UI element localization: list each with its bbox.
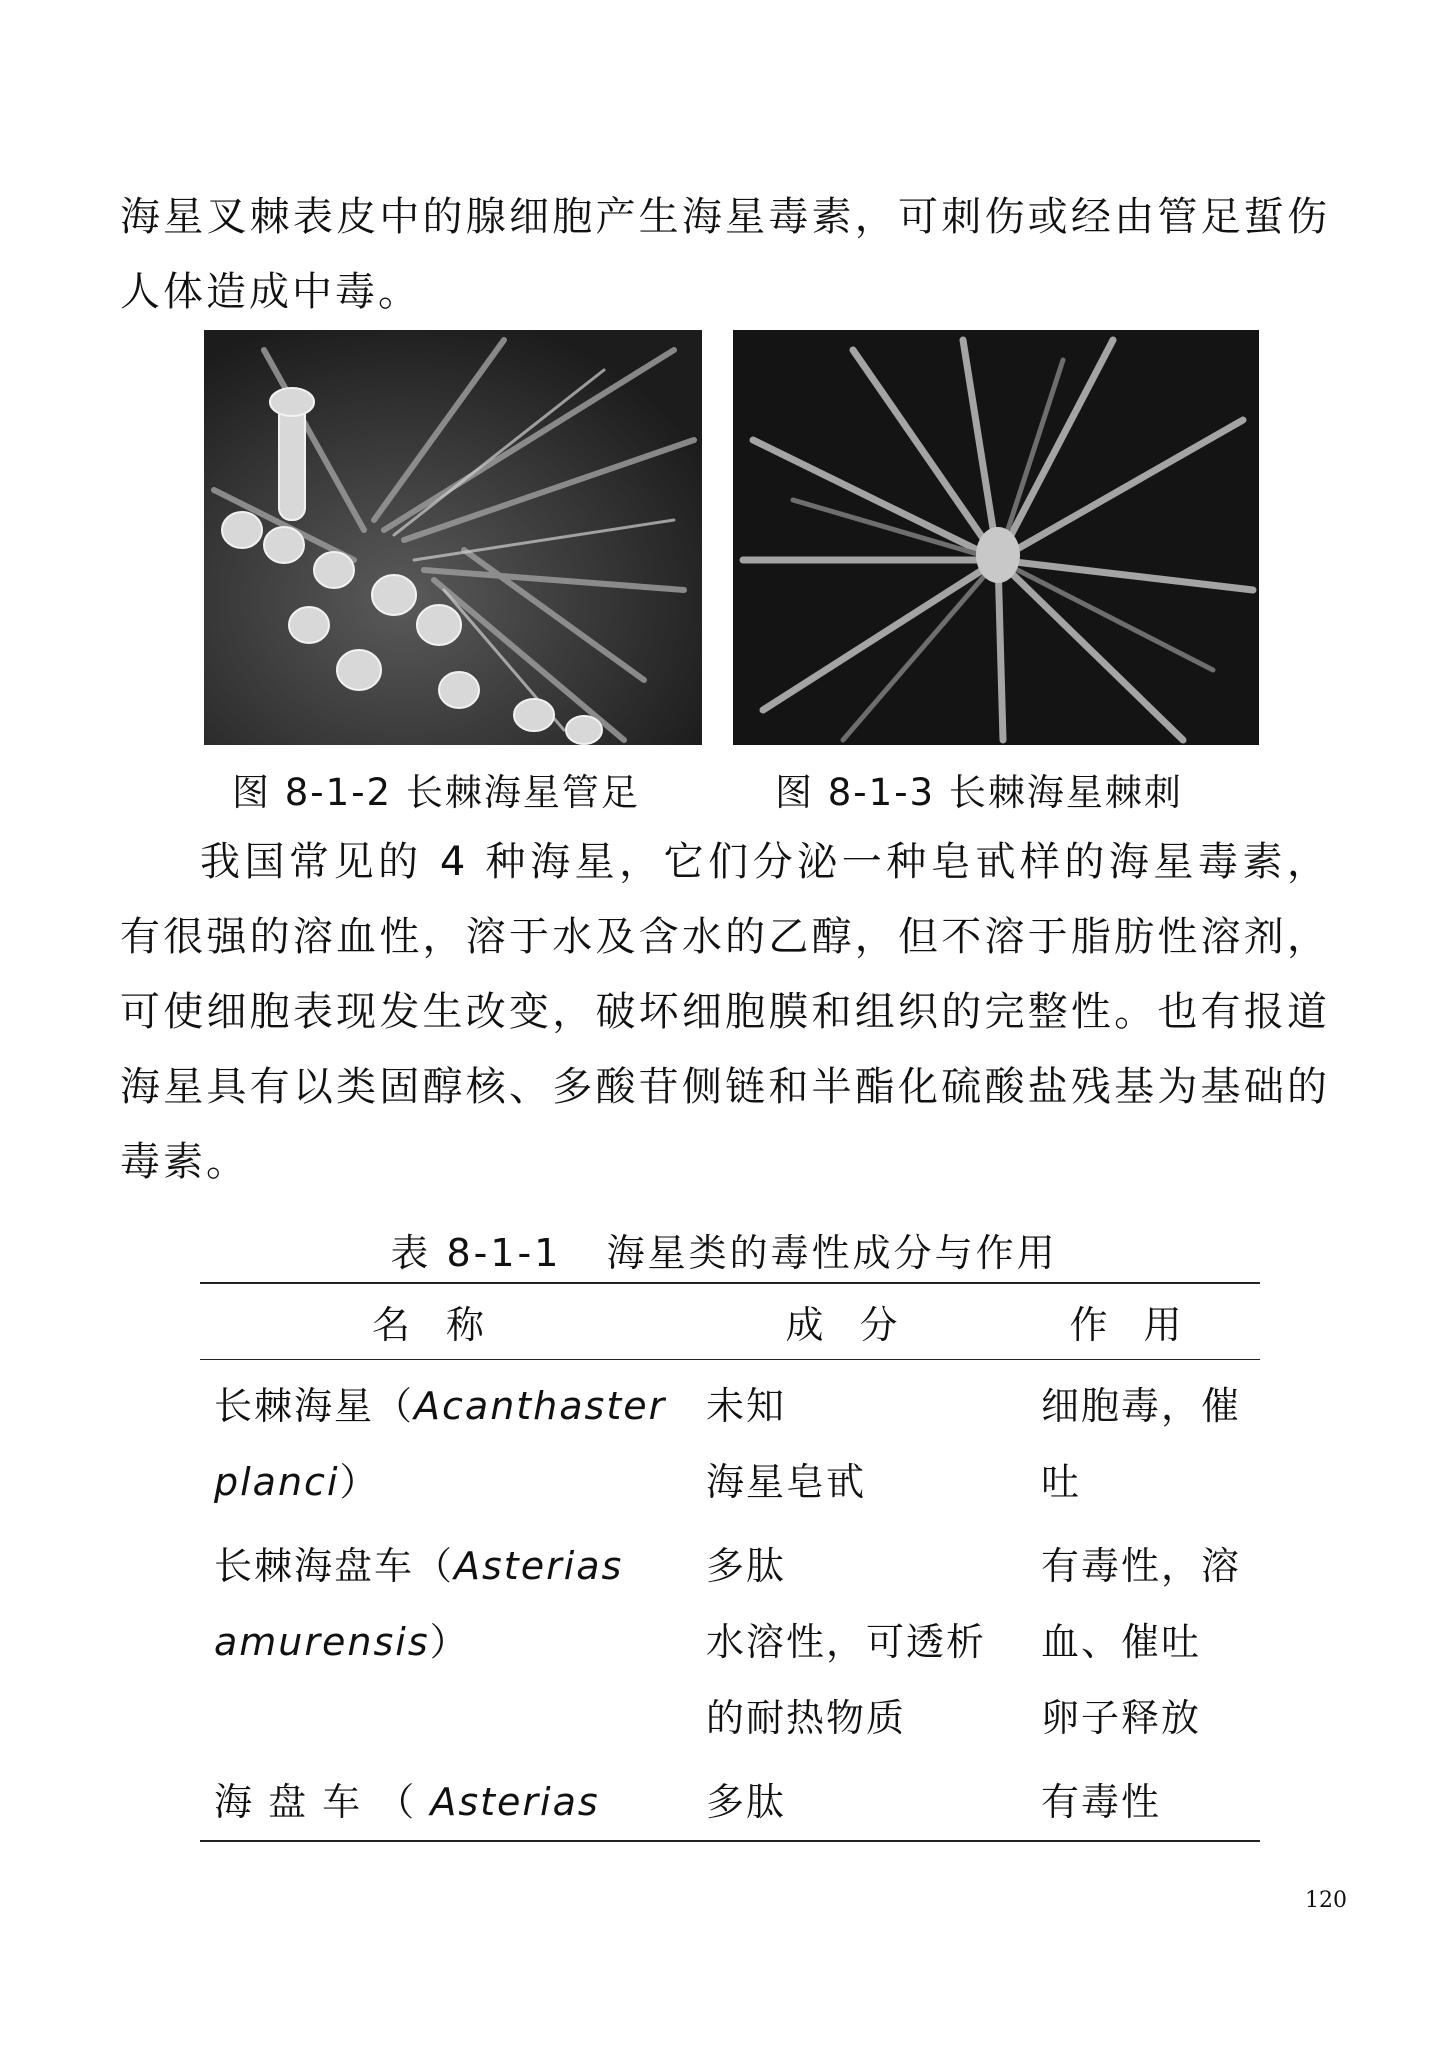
table-row [200, 1520, 1260, 1756]
species-name-close: ） [339, 1460, 380, 1504]
species-name-cn: 长棘海盘车（ [214, 1544, 455, 1588]
species-name-cn: 海 盘 车 （ [214, 1780, 431, 1824]
species-name-cell [200, 1520, 692, 1756]
effect-line: 有毒性，溶血、催吐 [1041, 1544, 1242, 1664]
figure-caption-left: 图 8-1-2 长棘海星管足 [232, 771, 640, 814]
effect-cell: 有毒性 [1041, 1780, 1162, 1824]
header-component: 成分 [785, 1303, 934, 1347]
header-name: 名称 [371, 1303, 520, 1347]
component-line: 多肽 [706, 1544, 787, 1588]
table-title: 表 8-1-1 海星类的毒性成分与作用 [390, 1231, 1058, 1275]
tube-feet-photo [204, 330, 702, 745]
species-name-latin: Acanthaster planci [214, 1384, 667, 1504]
table-header-row [200, 1283, 1260, 1360]
component-line: 水溶性，可透析的耐热物质 [706, 1620, 987, 1740]
species-name-cell [200, 1360, 692, 1521]
spines-photo [733, 330, 1259, 745]
component-cell [692, 1520, 1027, 1756]
component-line: 海星皂甙 [706, 1460, 867, 1504]
species-name-cn: 长棘海星（ [214, 1384, 415, 1428]
header-effect: 作用 [1069, 1303, 1218, 1347]
page-number: 120 [1305, 1888, 1347, 1913]
table-row [200, 1756, 1260, 1841]
effect-cell: 细胞毒，催吐 [1041, 1384, 1242, 1504]
species-name-close: ） [429, 1620, 470, 1664]
species-name-latin: Asterias [430, 1780, 600, 1824]
component-cell [692, 1360, 1027, 1521]
effect-cell [1027, 1520, 1260, 1756]
effect-line: 卵子释放 [1041, 1696, 1202, 1740]
species-name-latin: Asterias amurensis [214, 1544, 624, 1664]
component-cell: 多肽 [706, 1780, 787, 1824]
figure-caption-right: 图 8-1-3 长棘海星棘刺 [775, 771, 1183, 814]
body-paragraph: 我国常见的 4 种海星，它们分泌一种皂甙样的海星毒素，有很强的溶血性，溶于水及含水的乙醇，但不溶于脂肪性溶剂，可使细胞表现发生改变，破坏细胞膜和组织的完整性。也有报道海星具有以类固醇核、多酸苷侧链和半酯化硫酸盐残基为基础的毒素。 [120, 839, 1330, 1185]
toxin-table [200, 1282, 1260, 1842]
table-row [200, 1360, 1260, 1521]
component-line: 未知 [706, 1384, 787, 1428]
species-name-cell [200, 1756, 692, 1841]
intro-paragraph: 海星叉棘表皮中的腺细胞产生海星毒素，可刺伤或经由管足蜇伤人体造成中毒。 [120, 194, 1330, 315]
